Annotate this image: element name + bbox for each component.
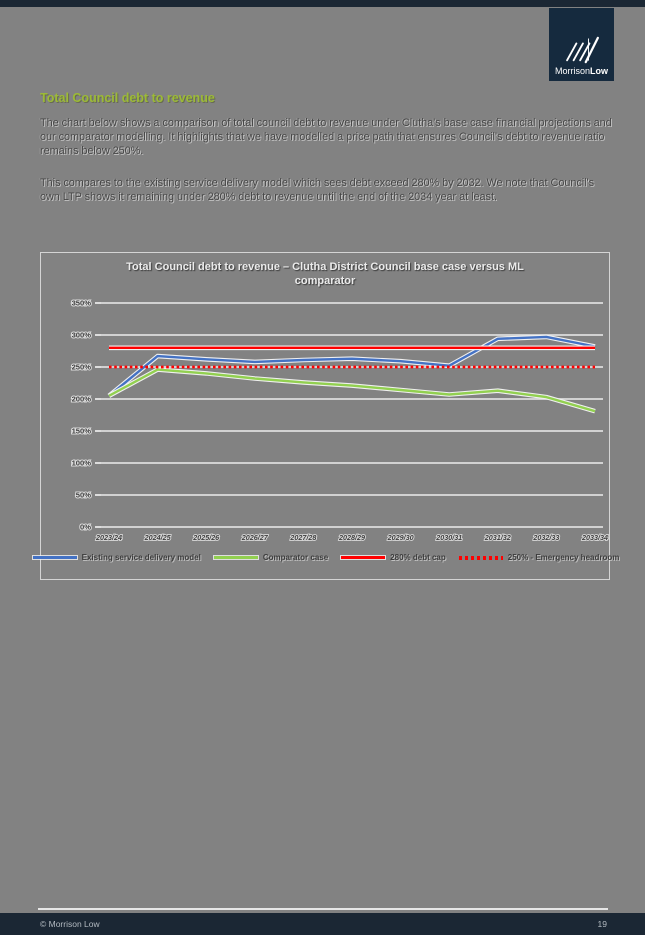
x-axis-label: 2023/24 [96, 533, 122, 542]
x-axis-label: 2028/29 [339, 533, 365, 542]
legend-item [459, 553, 620, 562]
y-axis-label: 50% [75, 490, 91, 500]
legend-swatch-dotted-line [459, 556, 503, 560]
body-paragraph-1: The chart below shows a comparison of total council debt to revenue under Clutha's base case financial projections and our comparator modelling. It highlights that we have modelled a price path that ensures Council's debt to revenue ratio remains below 250%. [40, 117, 612, 157]
footer-copyright: © Morrison Low [40, 919, 100, 929]
footer-bar [0, 913, 645, 935]
legend-label: Comparator case [262, 553, 329, 562]
legend-label: Existing service delivery model [81, 553, 201, 562]
x-axis-label: 2030/31 [436, 533, 463, 542]
morrison-low-logo [549, 8, 614, 81]
legend-item [33, 553, 201, 562]
x-axis-label: 2024/25 [144, 533, 171, 542]
x-axis-label: 2033/34 [582, 533, 608, 542]
y-axis-label: 0% [80, 522, 91, 532]
section-heading: Total Council debt to revenue [40, 91, 215, 105]
y-axis-label: 300% [71, 330, 91, 340]
series-line [109, 370, 595, 412]
legend-item [341, 553, 446, 562]
legend-swatch-solid-line [341, 556, 385, 559]
y-axis-label: 200% [71, 394, 91, 404]
ml-signature-icon [563, 36, 601, 64]
y-axis-label: 100% [71, 458, 91, 468]
series-line [109, 370, 595, 412]
legend-swatch-solid-line [33, 556, 77, 559]
legend-swatch-solid-line [214, 556, 258, 559]
body-paragraph-2: This compares to the existing service delivery model which sees debt exceed 280% by 2032. We note that Council's own LTP shows it remaining under 280% debt to revenue until the end of the 2034 year at least. [40, 177, 594, 203]
logo-wordmark: MorrisonLow [554, 66, 608, 76]
y-axis-label: 250% [71, 362, 91, 372]
x-axis-label: 2027/28 [290, 533, 317, 542]
x-axis-label: 2026/27 [241, 533, 268, 542]
legend-label: 280% debt cap [390, 553, 446, 562]
footer-page-number: 19 [597, 919, 607, 929]
x-axis-label: 2031/32 [484, 533, 511, 542]
chart-legend [41, 553, 620, 562]
legend-label: 250% - Emergency headroom [507, 553, 620, 562]
chart-title: Total Council debt to revenue – Clutha District Council base case versus ML comparator [126, 261, 524, 287]
x-axis-label: 2029/30 [387, 533, 414, 542]
legend-item [214, 553, 328, 562]
chart-plot-area [41, 291, 611, 545]
debt-to-revenue-chart [40, 252, 620, 580]
y-axis-label: 150% [71, 426, 91, 436]
x-axis-label: 2025/26 [193, 533, 220, 542]
y-axis-label: 350% [71, 298, 91, 308]
footer-divider [38, 908, 608, 910]
x-axis-label: 2032/33 [533, 533, 560, 542]
top-border-bar [0, 0, 645, 7]
